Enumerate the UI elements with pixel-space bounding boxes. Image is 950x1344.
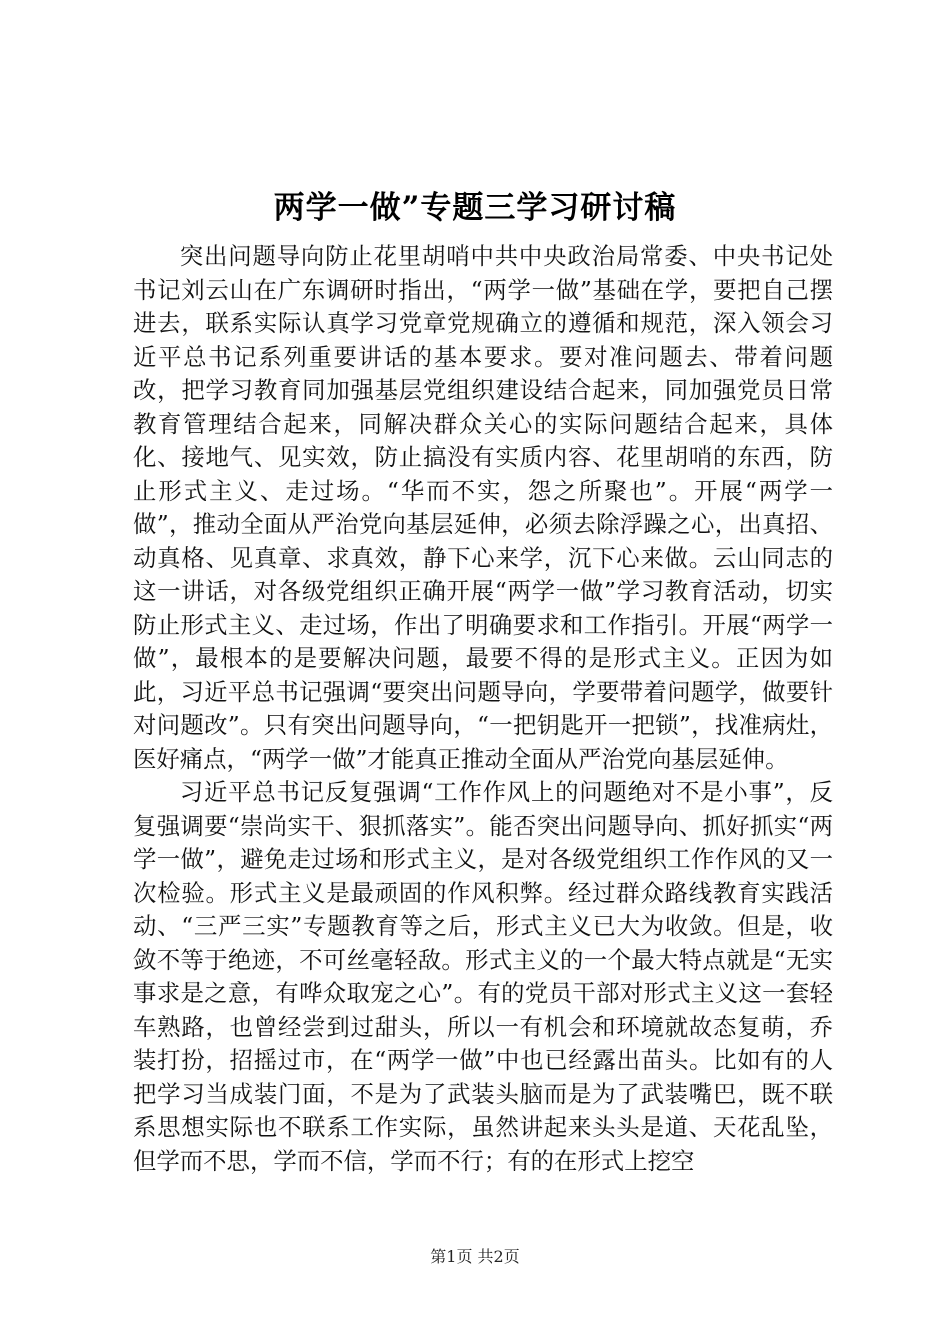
document-title: 两学一做”专题三学习研讨稿 bbox=[273, 190, 677, 226]
page-number-footer: 第1页 共2页 bbox=[430, 1247, 520, 1266]
document-body bbox=[133, 240, 833, 1178]
paragraph-1: 突出问题导向防止花里胡哨中共中央政治局常委、中央书记处书记刘云山在广东调研时指出，“两学一做”基础在学，要把自己摆进去，联系实际认真学习党章党规确立的遵循和规范，深入领会习近平总书记系列重要讲话的基本要求。要对准问题去、带着问题改，把学习教育同加强基层党组织建设结合起来，同加强党员日常教育管理结合起来，同解决群众关心的实际问题结合起来，具体化、接地气、见实效，防止搞没有实质内容、花里胡哨的东西，防止形式主义、走过场。“华而不实，怨之所聚也”。开展“两学一做”，推动全面从严治党向基层延伸，必须去除浮躁之心，出真招、动真格、见真章、求真效，静下心来学，沉下心来做。云山同志的这一讲话，对各级党组织正确开展“两学一做”学习教育活动，切实防止形式主义、走过场，作出了明确要求和工作指引。开展“两学一做”，最根本的是要解决问题，最要不得的是形式主义。正因为如此，习近平总书记强调“要突出问题导向，学要带着问题学，做要针对问题改”。只有突出问题导向，“一把钥匙开一把锁”，找准病灶，医好痛点，“两学一做”才能真正推动全面从严治党向基层延伸。 bbox=[133, 242, 833, 773]
paragraph-2: 习近平总书记反复强调“工作作风上的问题绝对不是小事”，反复强调要“崇尚实干、狠抓落实”。能否突出问题导向、抓好抓实“两学一做”，避免走过场和形式主义，是对各级党组织工作作风的又一次检验。形式主义是最顽固的作风积弊。经过群众路线教育实践活动、“三严三实”专题教育等之后，形式主义已大为收敛。但是，收敛不等于绝迹，不可丝毫轻敌。形式主义的一个最大特点就是“无实事求是之意，有哗众取宠之心”。有的党员干部对形式主义这一套轻车熟路，也曾经尝到过甜头，所以一有机会和环境就故态复萌，乔装打扮，招摇过市，在“两学一做”中也已经露出苗头。比如有的人把学习当成装门面，不是为了武装头脑而是为了武装嘴巴，既不联系思想实际也不联系工作实际，虽然讲起来头头是道、天花乱坠，但学而不思，学而不信，学而不行；有的在形式上挖空 bbox=[133, 778, 833, 1175]
